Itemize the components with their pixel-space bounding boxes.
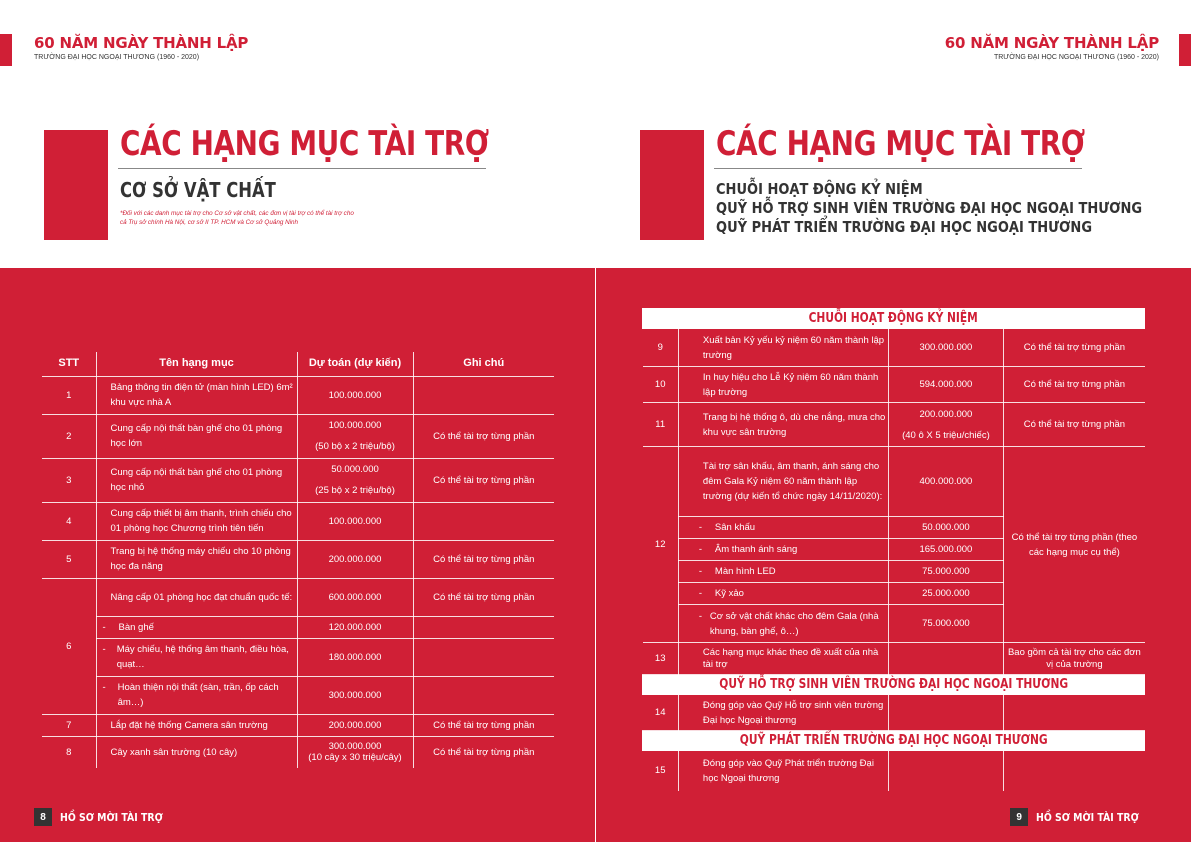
- row-name: [678, 539, 888, 561]
- group-title: QUỸ PHÁT TRIỂN TRƯỜNG ĐẠI HỌC NGOẠI THƯƠNG: [739, 733, 1048, 748]
- section-subheadings: [716, 180, 1191, 237]
- row-cost: [888, 403, 1004, 447]
- row-stt: 7: [42, 714, 96, 736]
- row-stt: 11: [643, 403, 679, 447]
- row-note: Có thể tài trợ từng phần: [413, 540, 554, 578]
- row-stt: 2: [42, 414, 96, 458]
- group-header-row: [643, 731, 1145, 751]
- bullet-dash: -: [698, 610, 703, 622]
- row-note: [413, 616, 554, 638]
- row-note: Có thể tài trợ từng phần: [413, 458, 554, 502]
- subitem-name: Bàn ghế: [118, 621, 154, 633]
- row-name: Cung cấp thiết bị âm thanh, trình chiếu cho 01 phòng học Chương trình tiên tiến: [96, 502, 297, 540]
- row-stt: 5: [42, 540, 96, 578]
- subheading-line: QUỸ HỖ TRỢ SINH VIÊN TRƯỜNG ĐẠI HỌC NGOẠI THƯƠNG: [716, 199, 1143, 217]
- subheading-line: QUỸ PHÁT TRIỂN TRƯỜNG ĐẠI HỌC NGOẠI THƯƠNG: [716, 218, 1093, 236]
- table-row: [42, 458, 554, 502]
- cost-value: 50.000.000: [331, 464, 379, 475]
- row-cost: 120.000.000: [297, 616, 413, 638]
- group-header: [643, 731, 1145, 751]
- row-cost: 165.000.000: [888, 539, 1004, 561]
- bullet-dash: -: [698, 522, 703, 533]
- table-row: [42, 714, 554, 736]
- row-cost: 100.000.000: [297, 376, 413, 414]
- row-note: [413, 502, 554, 540]
- row-name: Xuất bản Kỷ yếu kỷ niệm 60 năm thành lập trường: [678, 329, 888, 367]
- row-note: [413, 376, 554, 414]
- row-note: Có thể tài trợ từng phần: [1004, 367, 1145, 403]
- table-row: [643, 643, 1145, 675]
- row-name: [678, 517, 888, 539]
- row-stt: 10: [643, 367, 679, 403]
- row-cost: 600.000.000: [297, 578, 413, 616]
- row-name: [678, 561, 888, 583]
- row-note: Có thể tài trợ từng phần: [413, 578, 554, 616]
- section-accent-block: [640, 130, 704, 240]
- table-row: [643, 695, 1145, 731]
- row-cost: [888, 751, 1004, 791]
- col-header-cost: Dự toán (dự kiến): [297, 352, 413, 376]
- subitem-name: Màn hình LED: [714, 566, 776, 577]
- row-stt: 8: [42, 736, 96, 768]
- row-name: Lắp đặt hệ thống Camera sân trường: [96, 714, 297, 736]
- row-cost: 300.000.000: [297, 676, 413, 714]
- row-note: Có thể tài trợ từng phần: [1004, 403, 1145, 447]
- bullet-dash: -: [102, 644, 106, 655]
- row-cost: 200.000.000: [297, 540, 413, 578]
- table-row: [643, 751, 1145, 791]
- row-cost: 300.000.000: [888, 329, 1004, 367]
- cost-detail: (10 cây x 30 triệu/cây): [308, 752, 402, 764]
- cost-value: 100.000.000: [328, 420, 382, 431]
- row-note: Có thể tài trợ từng phần: [413, 714, 554, 736]
- header-accent-bar: [1179, 34, 1191, 66]
- cost-value: 200.000.000: [919, 408, 973, 420]
- cost-detail: (25 bộ x 2 triệu/bộ): [315, 485, 395, 496]
- row-note: [1004, 695, 1145, 731]
- subitem-name: Máy chiếu, hệ thống âm thanh, điều hòa, quạt…: [116, 644, 289, 670]
- table-subrow: [42, 638, 554, 676]
- row-stt: 4: [42, 502, 96, 540]
- row-note: Có thể tài trợ từng phần (theo các hạng mục cụ thể): [1004, 447, 1145, 643]
- col-header-name: Tên hạng mục: [96, 352, 297, 376]
- table-header-row: [42, 352, 554, 376]
- row-cost: 25.000.000: [888, 583, 1004, 605]
- row-cost: 594.000.000: [888, 367, 1004, 403]
- row-stt: 1: [42, 376, 96, 414]
- row-note: Có thể tài trợ từng phần: [413, 414, 554, 458]
- subitem-name: Hoàn thiện nội thất (sàn, trần, ốp cách âm…): [117, 682, 279, 708]
- row-cost: 75.000.000: [888, 605, 1004, 643]
- row-name: Cây xanh sân trường (10 cây): [96, 736, 297, 768]
- row-stt: 3: [42, 458, 96, 502]
- row-name: In huy hiệu cho Lễ Kỷ niệm 60 năm thành lập trường: [678, 367, 888, 403]
- table-subrow: [42, 676, 554, 714]
- row-name: [96, 638, 297, 676]
- footer-text: HỒ SƠ MỜI TÀI TRỢ: [60, 810, 163, 824]
- row-cost: 180.000.000: [297, 638, 413, 676]
- group-header: [643, 309, 1145, 329]
- table-row: [643, 329, 1145, 367]
- subitem-name: Cơ sở vật chất khác cho đêm Gala (nhà khung, bàn ghế, ô…): [709, 610, 879, 637]
- table-row: [643, 367, 1145, 403]
- bullet-dash: -: [102, 682, 106, 693]
- row-cost: 200.000.000: [297, 714, 413, 736]
- header-subtitle: TRƯỜNG ĐẠI HỌC NGOẠI THƯƠNG (1960 - 2020): [34, 54, 200, 61]
- row-note: [1004, 751, 1145, 791]
- row-name: [678, 583, 888, 605]
- col-header-note: Ghi chú: [413, 352, 554, 376]
- row-note: Có thể tài trợ từng phần: [413, 736, 554, 768]
- bullet-dash: -: [698, 588, 703, 599]
- group-header-row: [643, 675, 1145, 695]
- row-name: [678, 605, 888, 643]
- table-row: [643, 403, 1145, 447]
- subitem-name: Kỹ xảo: [714, 588, 744, 599]
- header-subtitle: TRƯỜNG ĐẠI HỌC NGOẠI THƯƠNG (1960 - 2020): [993, 54, 1159, 61]
- section-divider: [714, 168, 1082, 169]
- row-stt: 6: [42, 578, 96, 714]
- group-header-row: [643, 309, 1145, 329]
- section-title: CÁC HẠNG MỤC TÀI TRỢ: [716, 124, 1085, 164]
- table-row: [42, 376, 554, 414]
- table-subrow: [42, 616, 554, 638]
- row-name: [96, 616, 297, 638]
- bullet-dash: -: [698, 566, 703, 577]
- page-number: 9: [1010, 808, 1028, 826]
- table-row: [42, 414, 554, 458]
- row-name: Cung cấp nội thất bàn ghế cho 01 phòng học lớn: [96, 414, 297, 458]
- row-name: Đóng góp vào Quỹ Hỗ trợ sinh viên trường Đại học Ngoại thương: [678, 695, 888, 731]
- group-title: QUỸ HỖ TRỢ SINH VIÊN TRƯỜNG ĐẠI HỌC NGOẠI THƯƠNG: [719, 677, 1068, 692]
- row-cost: [297, 736, 413, 768]
- subheading-line: CHUỖI HOẠT ĐỘNG KỶ NIỆM: [716, 180, 923, 198]
- row-cost: [297, 458, 413, 502]
- row-name: Nâng cấp 01 phòng học đạt chuẩn quốc tế:: [96, 578, 297, 616]
- page-number: 8: [34, 808, 52, 826]
- row-cost: 400.000.000: [888, 447, 1004, 517]
- section-accent-block: [44, 130, 108, 240]
- subitem-name: Âm thanh ánh sáng: [714, 544, 798, 555]
- row-name: Tài trợ sân khấu, âm thanh, ánh sáng cho đêm Gala Kỷ niệm 60 năm thành lập trường (dự kiến tổ chức ngày 14/11/2020):: [678, 447, 888, 517]
- header-title: 60 NĂM NGÀY THÀNH LẬP: [34, 34, 249, 52]
- table-row: [643, 447, 1145, 517]
- activities-table: [642, 308, 1145, 791]
- row-cost: [888, 643, 1004, 675]
- cost-detail: (50 bộ x 2 triệu/bộ): [315, 441, 395, 452]
- bullet-dash: -: [698, 544, 703, 555]
- page-footer: [34, 808, 181, 826]
- header-title: 60 NĂM NGÀY THÀNH LẬP: [944, 34, 1159, 52]
- header-accent-bar: [0, 34, 12, 66]
- row-cost: 100.000.000: [297, 502, 413, 540]
- row-note: [413, 676, 554, 714]
- cost-detail: (40 ô X 5 triệu/chiếc): [902, 429, 990, 441]
- row-cost: 50.000.000: [888, 517, 1004, 539]
- row-name: Các hạng mục khác theo đề xuất của nhà tài trợ: [678, 643, 888, 675]
- group-header: [643, 675, 1145, 695]
- facilities-note: *Đối với các danh mục tài trợ cho Cơ sở vật chất, các đơn vị tài trợ có thể tài trợ cho cả Trụ sở chính Hà Nội, cơ sở II TP. HCM và Cơ sở Quảng Ninh: [120, 210, 354, 226]
- table-row: [42, 578, 554, 616]
- group-title: CHUỖI HOẠT ĐỘNG KỶ NIỆM: [808, 311, 979, 326]
- row-stt: 13: [643, 643, 679, 675]
- row-stt: 15: [643, 751, 679, 791]
- page-footer: [1010, 808, 1157, 826]
- section-subheading: CƠ SỞ VẬT CHẤT: [120, 178, 276, 202]
- row-name: [96, 676, 297, 714]
- row-cost: [297, 414, 413, 458]
- row-name: Đóng góp vào Quỹ Phát triển trường Đại học Ngoại thương: [678, 751, 888, 791]
- row-name: Trang bị hệ thống máy chiếu cho 10 phòng học đa năng: [96, 540, 297, 578]
- table-row: [42, 736, 554, 768]
- section-title: CÁC HẠNG MỤC TÀI TRỢ: [120, 124, 489, 164]
- row-note: Có thể tài trợ từng phần: [1004, 329, 1145, 367]
- left-page: [0, 0, 595, 842]
- bullet-dash: -: [102, 621, 106, 633]
- right-page: [596, 0, 1191, 842]
- row-cost: 75.000.000: [888, 561, 1004, 583]
- col-header-stt: STT: [42, 352, 96, 376]
- row-note: Bao gồm cả tài trợ cho các đơn vị của trường: [1004, 643, 1145, 675]
- row-stt: 9: [643, 329, 679, 367]
- row-name: Trang bị hệ thống ô, dù che nắng, mưa cho khu vực sân trường: [678, 403, 888, 447]
- row-note: [413, 638, 554, 676]
- cost-value: 300.000.000: [328, 741, 382, 753]
- table-row: [42, 502, 554, 540]
- row-stt: 14: [643, 695, 679, 731]
- subitem-name: Sân khấu: [714, 522, 756, 533]
- row-name: Cung cấp nội thất bàn ghế cho 01 phòng học nhỏ: [96, 458, 297, 502]
- row-stt: 12: [643, 447, 679, 643]
- table-row: [42, 540, 554, 578]
- row-name: Bảng thông tin điện tử (màn hình LED) 6m² khu vực nhà A: [96, 376, 297, 414]
- facilities-table: [42, 352, 554, 768]
- section-divider: [118, 168, 486, 169]
- row-cost: [888, 695, 1004, 731]
- footer-text: HỒ SƠ MỜI TÀI TRỢ: [1036, 810, 1139, 824]
